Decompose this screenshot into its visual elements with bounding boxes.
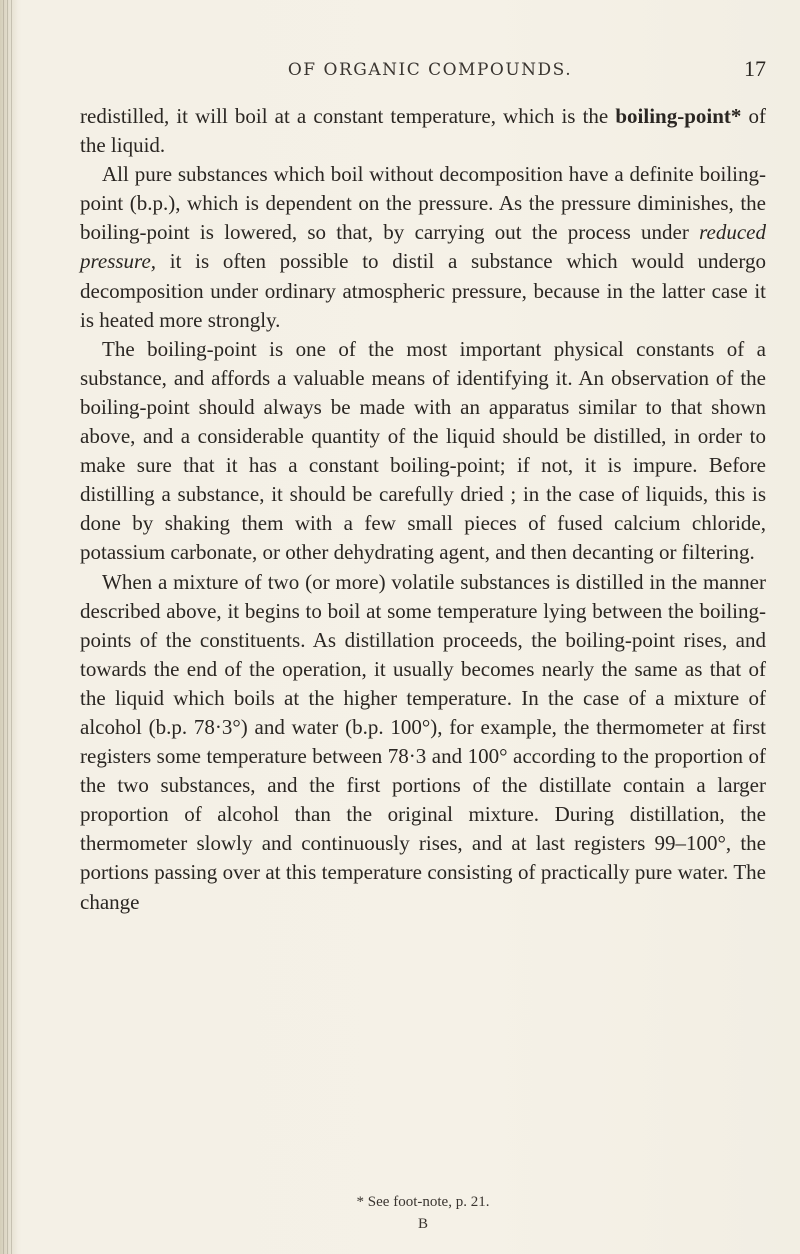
body-text — [80, 102, 766, 917]
paragraph-4: When a mixture of two (or more) volatile substances is distilled in the manner described above, it begins to boil at some temperature lying between the boiling-points of the constituents. As distillation proceeds, the boiling-point rises, and towards the end of the operation, it usually becomes nearly the same as that of the liquid which boils at the higher temperature. In the case of a mixture of alcohol (b.p. 78·3°) and water (b.p. 100°), for example, the thermometer at first registers some temperature between 78·3 and 100° according to the proportion of the two substances, and the first portions of the distillate contain a larger proportion of alcohol than the original mixture. During distillation, the thermometer slowly and continuously rises, and at last registers 99–100°, the portions passing over at this temperature consisting of practically pure water. The change — [80, 569, 766, 914]
running-head: OF ORGANIC COMPOUNDS. — [287, 60, 573, 80]
gutter-line — [7, 0, 8, 1254]
page-number: 17 — [744, 56, 766, 81]
text-run: redistilled, it will boil at a constant temperature, which is the — [80, 104, 616, 128]
paragraph-2 — [80, 160, 766, 335]
text-run: it is often possible to distil a substance which would undergo decomposition under ordinary atmospheric pressure, because in the latter case it is heated more strongly. — [80, 249, 766, 332]
text-run: All pure substances which boil without decomposition have a definite boiling-point (b.p.), which is dependent on the pressure. As the pressure diminishes, the boiling-point is lowered, so that, by carrying out the process under — [80, 162, 766, 245]
signature-mark: B — [417, 1216, 428, 1232]
page-gutter — [0, 0, 18, 1254]
page-header — [90, 56, 770, 90]
paragraph-1 — [80, 102, 766, 160]
paragraph-3: The boiling-point is one of the most important physical constants of a substance, and affords a valuable means of identifying it. An observation of the boiling-point should always be made with an apparatus similar to that shown above, and a considerable quantity of the liquid should be distilled, in order to make sure that it has a constant boiling-point; if not, it is impure. Before distilling a substance, it should be carefully dried ; in the case of liquids, this is done by shaking them with a few small pieces of fused calcium chloride, potassium carbonate, or other dehydrating agent, and then decanting or filtering. — [80, 336, 766, 565]
text-run: of the liquid. — [80, 104, 767, 158]
gutter-line — [11, 0, 12, 1254]
gutter-line — [3, 0, 4, 1254]
footnote: * See foot-note, p. 21. — [356, 1194, 490, 1210]
term-boiling-point: boiling-point* — [615, 104, 742, 128]
term-reduced-pressure: reduced pressure, — [80, 220, 766, 274]
